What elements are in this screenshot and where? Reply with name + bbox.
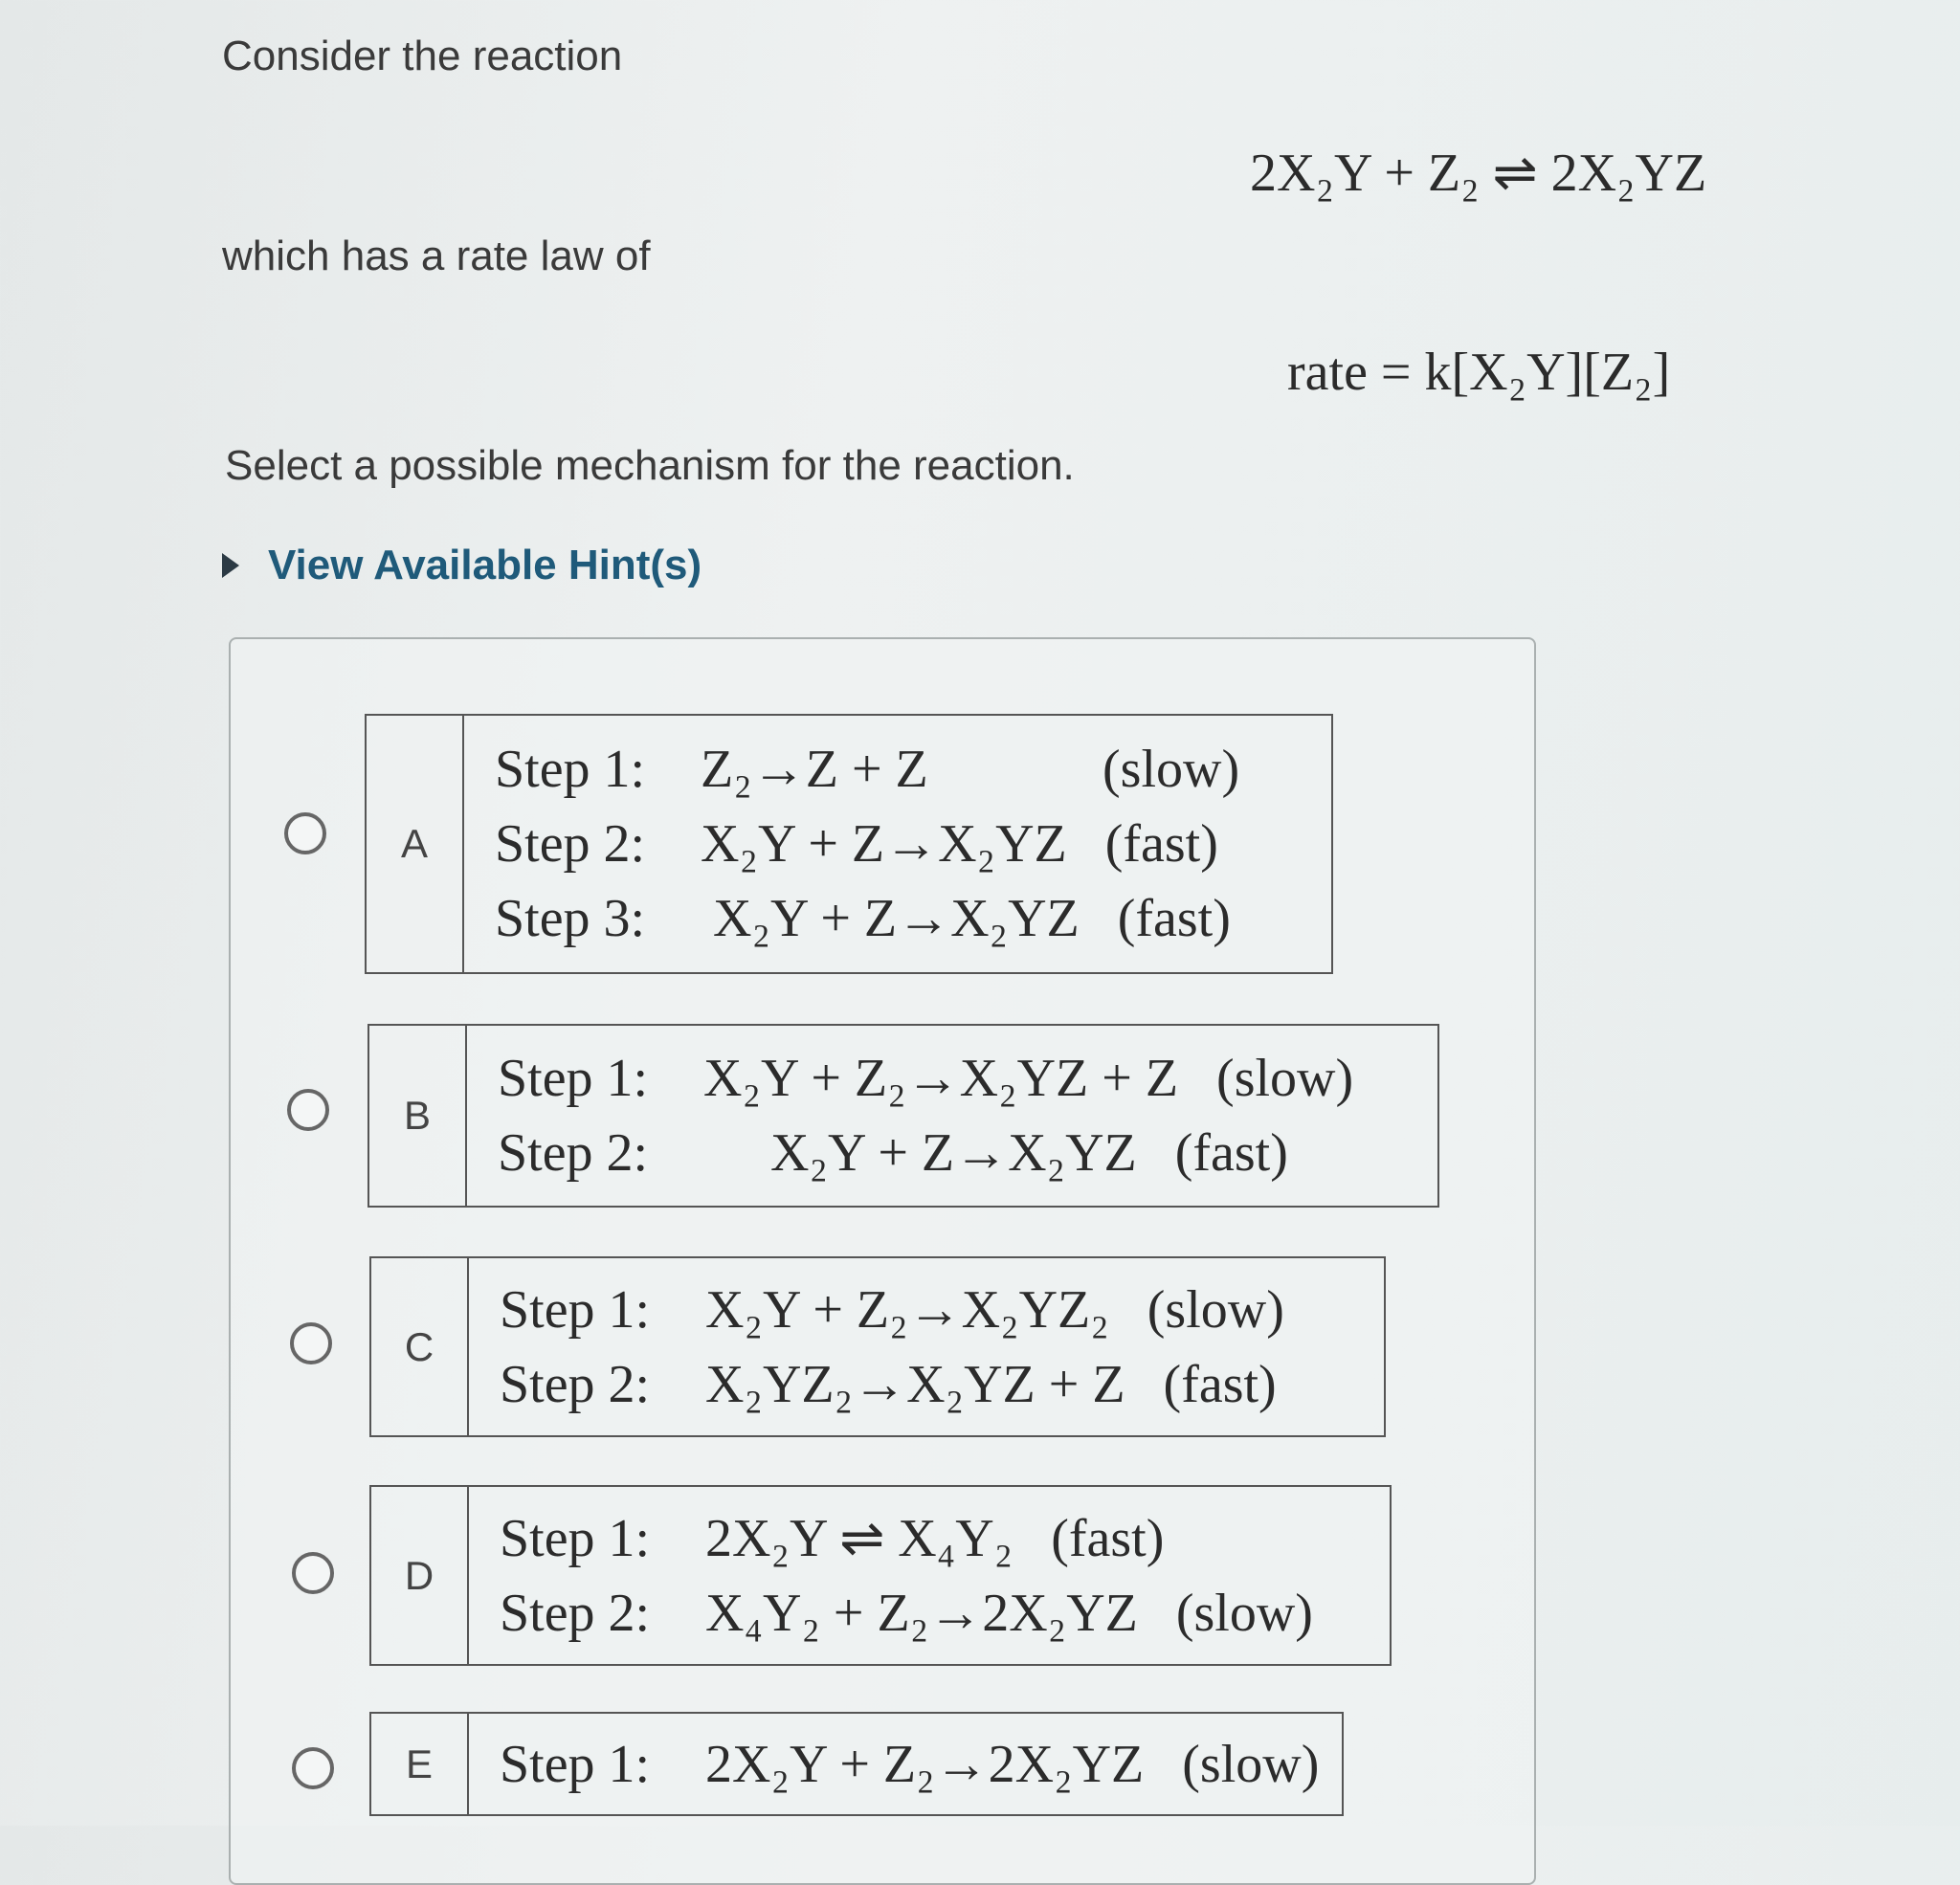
step-text: Step 2: [500, 1354, 651, 1414]
option-letter: D [371, 1487, 469, 1664]
step-row [495, 732, 1239, 807]
step-text: (slow) [1182, 1734, 1320, 1794]
step-text: (fast) [1104, 814, 1218, 874]
step-text: Step 1: [498, 1049, 649, 1108]
step-row [498, 1041, 1353, 1116]
radio-option-b[interactable] [287, 1089, 329, 1131]
step-text: (slow) [1102, 740, 1240, 799]
rate-intro-text: which has a rate law of [222, 233, 651, 279]
option-letter: B [369, 1026, 467, 1206]
step-text: X₂YZ₂→X₂YZ + Z [705, 1354, 1125, 1414]
step-text: (fast) [1163, 1354, 1277, 1414]
step-text: Step 1: [495, 740, 646, 799]
step-text: X₂Y + Z₂→X₂YZ + Z [703, 1049, 1179, 1108]
step-text: Step 2: [498, 1123, 649, 1183]
step-text: (slow) [1175, 1583, 1313, 1643]
step-text: Step 1: [500, 1279, 651, 1340]
step-text: X₂Y + Z→X₂YZ [770, 1123, 1137, 1183]
prompt-text: Select a possible mechanism for the reaction. [225, 442, 1075, 489]
option-e[interactable] [369, 1712, 1344, 1816]
step-row [495, 807, 1239, 881]
step-text: 2X₂Y + Z₂→2X₂YZ [705, 1734, 1145, 1794]
option-letter: A [367, 716, 464, 972]
step-text: X₂Y + Z→X₂YZ [701, 814, 1067, 874]
option-d[interactable] [369, 1485, 1392, 1666]
radio-option-a[interactable] [284, 812, 326, 854]
step-row [500, 1501, 1313, 1576]
step-text: X₄Y₂ + Z₂→2X₂YZ [705, 1583, 1138, 1643]
option-b[interactable] [368, 1024, 1439, 1208]
step-row [500, 1727, 1319, 1802]
radio-option-d[interactable] [292, 1552, 334, 1594]
radio-option-c[interactable] [290, 1322, 332, 1364]
step-text: X₂Y + Z→X₂YZ [713, 889, 1080, 948]
step-text: Z₂→Z + Z [701, 740, 928, 799]
caret-right-icon [222, 553, 239, 578]
step-text: 2X₂Y ⇌ X₄Y₂ [705, 1508, 1013, 1568]
option-c[interactable] [369, 1256, 1386, 1437]
step-row [500, 1347, 1284, 1422]
option-letter: C [371, 1258, 469, 1435]
step-text: Step 3: [495, 889, 646, 948]
step-text: (fast) [1051, 1508, 1165, 1568]
step-row [500, 1273, 1284, 1347]
intro-text: Consider the reaction [222, 33, 623, 79]
step-text: X₂Y + Z₂→X₂YZ₂ [705, 1279, 1109, 1340]
step-text: Step 1: [500, 1734, 651, 1794]
reaction-equation: 2X₂Y + Z₂ ⇌ 2X₂YZ [1250, 144, 1707, 203]
view-hints-label: View Available Hint(s) [268, 542, 702, 588]
step-text: Step 2: [495, 814, 646, 874]
step-text: (fast) [1117, 889, 1231, 948]
step-row [498, 1116, 1353, 1190]
step-text: Step 1: [500, 1508, 651, 1568]
step-row [500, 1576, 1313, 1651]
step-row [495, 881, 1239, 956]
option-a[interactable] [365, 714, 1333, 974]
step-text: (fast) [1174, 1123, 1288, 1183]
radio-option-e[interactable] [292, 1747, 334, 1789]
option-letter: E [371, 1714, 469, 1814]
step-text: (slow) [1147, 1279, 1284, 1340]
view-hints-toggle[interactable] [222, 542, 702, 589]
step-text: (slow) [1216, 1049, 1354, 1108]
rate-law-equation: rate = k[X₂Y][Z₂] [1287, 343, 1671, 402]
step-text: Step 2: [500, 1583, 651, 1643]
